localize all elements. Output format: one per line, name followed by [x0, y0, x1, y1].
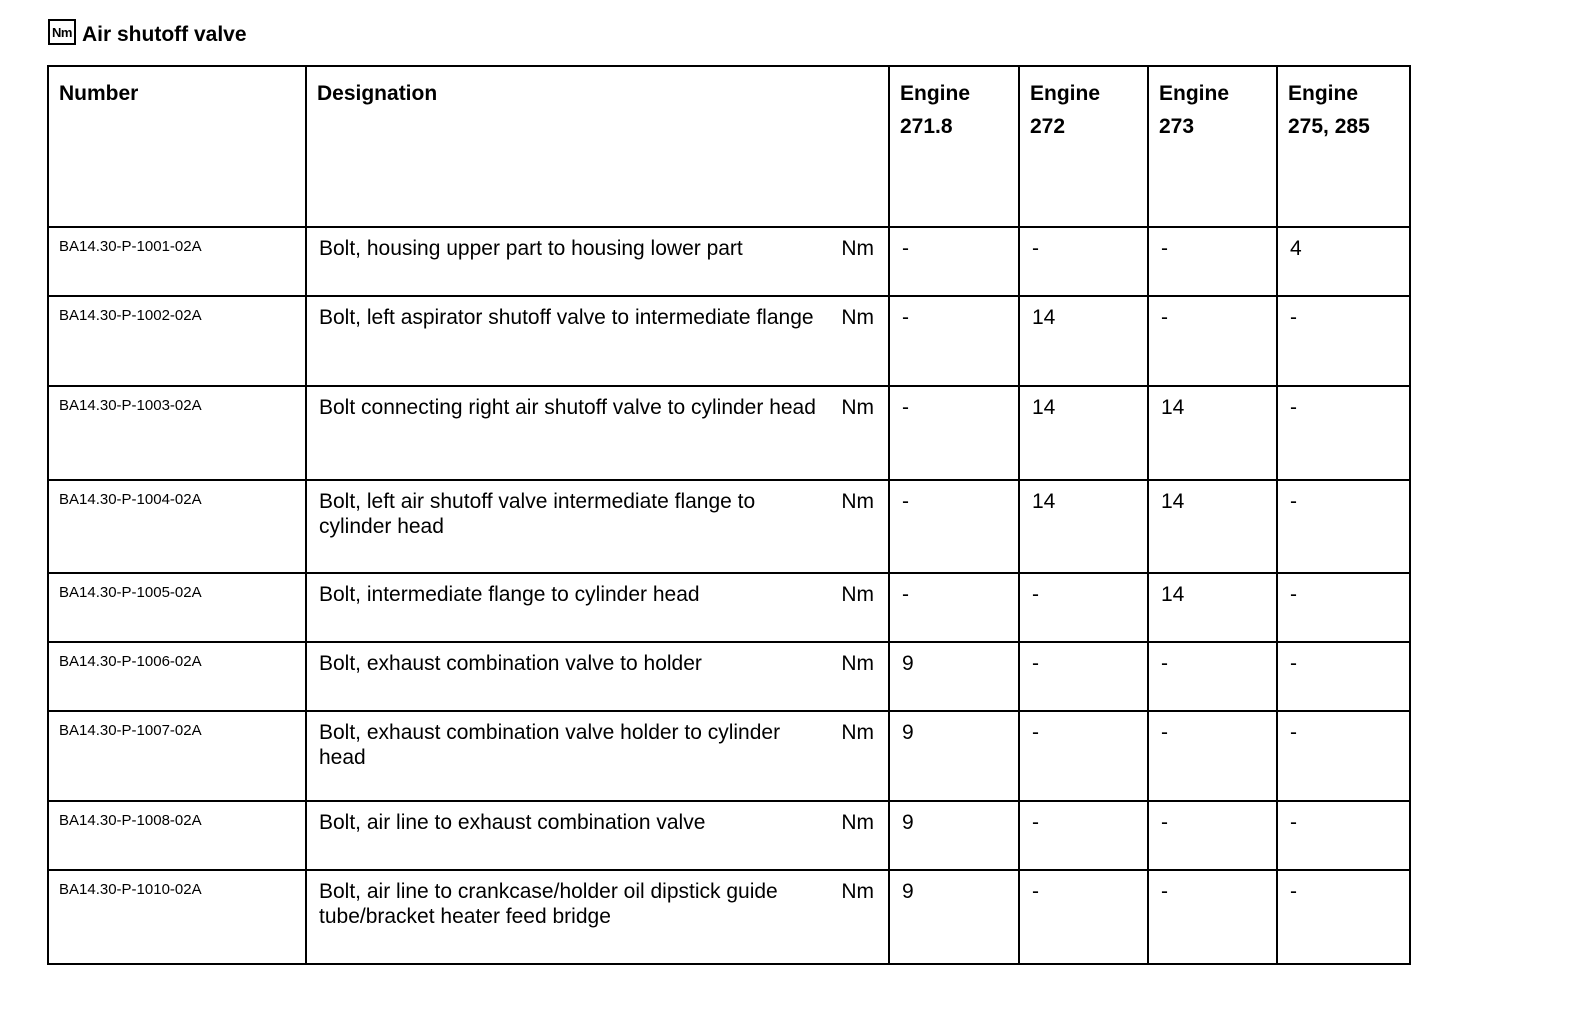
unit-label: Nm [841, 811, 874, 834]
part-number-cell: BA14.30-P-1010-02A [48, 870, 306, 964]
part-number-cell: BA14.30-P-1006-02A [48, 642, 306, 711]
header-engine-label: Engine [1030, 82, 1101, 105]
designation-cell [306, 386, 889, 480]
part-number-cell: BA14.30-P-1007-02A [48, 711, 306, 801]
torque-value-cell: - [889, 227, 1019, 296]
part-number-cell: BA14.30-P-1004-02A [48, 480, 306, 573]
table-row [48, 480, 1410, 573]
header-engine-275-285 [1277, 66, 1410, 227]
designation-cell [306, 711, 889, 801]
torque-spec-table [47, 65, 1411, 965]
torque-value-cell: - [1019, 711, 1148, 801]
header-engine-271-8 [889, 66, 1019, 227]
torque-value-cell: - [889, 573, 1019, 642]
torque-value-cell: - [1277, 573, 1410, 642]
torque-value-cell: - [1148, 296, 1277, 386]
unit-label: Nm [841, 880, 874, 903]
part-number-cell: BA14.30-P-1001-02A [48, 227, 306, 296]
table-row [48, 296, 1410, 386]
torque-value-cell: - [1277, 711, 1410, 801]
part-number-cell: BA14.30-P-1002-02A [48, 296, 306, 386]
torque-value-cell: 14 [1148, 573, 1277, 642]
designation-cell [306, 296, 889, 386]
torque-nm-icon: Nm [48, 19, 76, 45]
part-number-cell: BA14.30-P-1003-02A [48, 386, 306, 480]
designation-cell [306, 227, 889, 296]
header-engine-code: 272 [1030, 115, 1066, 138]
torque-value-cell: - [1019, 642, 1148, 711]
torque-value-cell: 9 [889, 870, 1019, 964]
designation-text: Bolt, air line to crankcase/holder oil dipstick guide tube/bracket heater feed bridge [319, 880, 778, 928]
torque-value-cell: 9 [889, 711, 1019, 801]
unit-label: Nm [841, 237, 874, 260]
torque-value-cell: - [889, 480, 1019, 573]
unit-label: Nm [841, 721, 874, 744]
table-header-row [48, 66, 1410, 227]
torque-value-cell: - [1019, 870, 1148, 964]
unit-label: Nm [841, 306, 874, 329]
torque-value-cell: - [1277, 642, 1410, 711]
table-row [48, 711, 1410, 801]
torque-value-cell: - [1277, 870, 1410, 964]
table-row [48, 801, 1410, 870]
torque-value-cell: - [1148, 801, 1277, 870]
torque-value-cell: - [1019, 227, 1148, 296]
table-row [48, 573, 1410, 642]
header-engine-label: Engine [900, 82, 971, 105]
torque-value-cell: - [1148, 711, 1277, 801]
header-engine-code: 271.8 [900, 115, 953, 138]
table-row [48, 227, 1410, 296]
torque-value-cell: - [1019, 573, 1148, 642]
designation-cell [306, 870, 889, 964]
unit-label: Nm [841, 490, 874, 513]
torque-value-cell: 14 [1019, 296, 1148, 386]
torque-value-cell: 14 [1019, 386, 1148, 480]
designation-text: Bolt, exhaust combination valve to holder [319, 652, 702, 675]
designation-text: Bolt connecting right air shutoff valve to cylinder head [319, 396, 816, 419]
torque-value-cell: 14 [1148, 386, 1277, 480]
torque-value-cell: 14 [1019, 480, 1148, 573]
header-engine-code: 275, 285 [1288, 115, 1370, 138]
torque-value-cell: - [889, 296, 1019, 386]
header-engine-273 [1148, 66, 1277, 227]
torque-value-cell: 9 [889, 801, 1019, 870]
designation-cell [306, 573, 889, 642]
designation-cell [306, 801, 889, 870]
part-number-cell: BA14.30-P-1005-02A [48, 573, 306, 642]
page-heading [48, 20, 247, 50]
torque-value-cell: - [1148, 227, 1277, 296]
header-number: Number [48, 66, 306, 227]
torque-value-cell: - [1019, 801, 1148, 870]
header-engine-label: Engine [1288, 82, 1359, 105]
header-engine-code: 273 [1159, 115, 1195, 138]
torque-value-cell: - [1148, 870, 1277, 964]
torque-value-cell: - [1277, 296, 1410, 386]
unit-label: Nm [841, 652, 874, 675]
designation-text: Bolt, left air shutoff valve intermediate flange to cylinder head [319, 490, 756, 538]
header-designation: Designation [306, 66, 889, 227]
designation-text: Bolt, intermediate flange to cylinder head [319, 583, 700, 606]
torque-value-cell: 4 [1277, 227, 1410, 296]
torque-value-cell: - [1277, 386, 1410, 480]
designation-text: Bolt, air line to exhaust combination valve [319, 811, 706, 834]
designation-cell [306, 642, 889, 711]
table-row [48, 386, 1410, 480]
torque-value-cell: - [889, 386, 1019, 480]
page-title: Air shutoff valve [82, 23, 247, 46]
header-engine-272 [1019, 66, 1148, 227]
unit-label: Nm [841, 583, 874, 606]
torque-value-cell: - [1148, 642, 1277, 711]
designation-text: Bolt, left aspirator shutoff valve to intermediate flange [319, 306, 814, 329]
torque-value-cell: - [1277, 801, 1410, 870]
designation-text: Bolt, housing upper part to housing lower part [319, 237, 743, 260]
torque-value-cell: - [1277, 480, 1410, 573]
table-row [48, 642, 1410, 711]
torque-value-cell: 14 [1148, 480, 1277, 573]
torque-value-cell: 9 [889, 642, 1019, 711]
designation-cell [306, 480, 889, 573]
unit-label: Nm [841, 396, 874, 419]
header-engine-label: Engine [1159, 82, 1230, 105]
part-number-cell: BA14.30-P-1008-02A [48, 801, 306, 870]
designation-text: Bolt, exhaust combination valve holder to cylinder head [319, 721, 781, 769]
table-row [48, 870, 1410, 964]
